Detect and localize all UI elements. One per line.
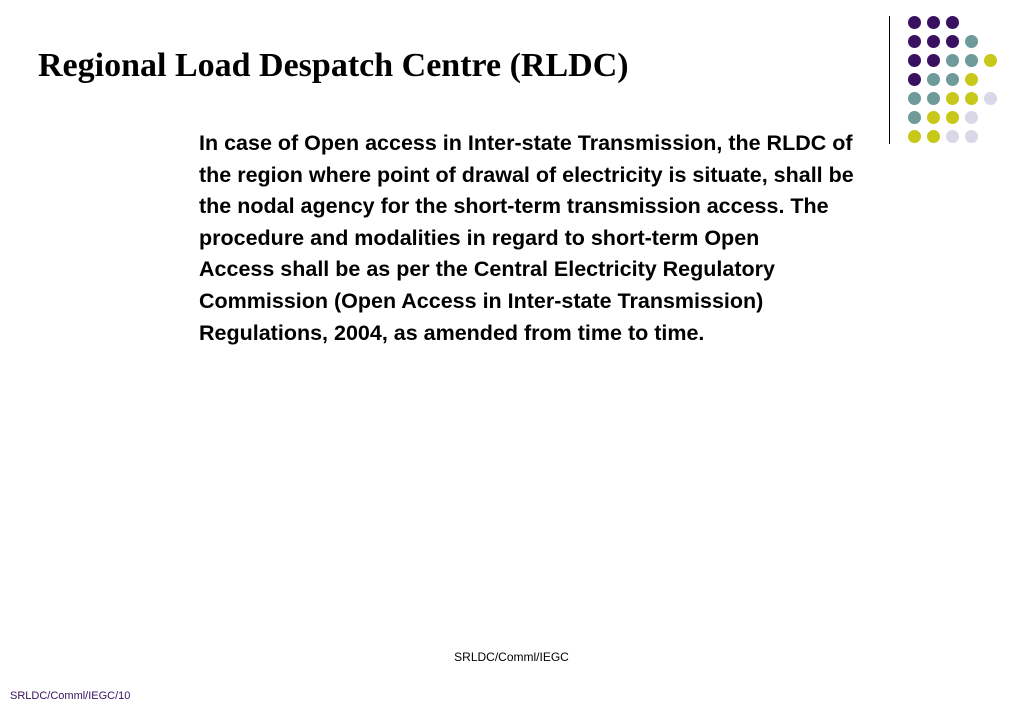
decorative-dot xyxy=(927,73,940,86)
decorative-dot xyxy=(946,92,959,105)
decorative-dot xyxy=(908,54,921,67)
decorative-dot xyxy=(946,35,959,48)
decorative-dot xyxy=(908,111,921,124)
decorative-dot xyxy=(965,35,978,48)
decorative-dot xyxy=(965,73,978,86)
divider-line xyxy=(889,16,890,144)
decorative-dot xyxy=(946,16,959,29)
body-line: In case of Open access in Inter-state Transmission, the RLDC of xyxy=(199,131,853,155)
decorative-dot xyxy=(927,54,940,67)
decorative-dot xyxy=(946,73,959,86)
body-line: procedure and modalities in regard to short-term Open xyxy=(199,225,760,250)
decorative-dot xyxy=(984,92,997,105)
footer-slide-number: SRLDC/Comml/IEGC/10 xyxy=(10,690,131,702)
decorative-dot xyxy=(908,92,921,105)
decorative-dot xyxy=(965,54,978,67)
decorative-dot xyxy=(965,92,978,105)
decorative-dot xyxy=(946,54,959,67)
body-line: Commission (Open Access in Inter-state Transmission) xyxy=(199,288,764,313)
decorative-dot xyxy=(927,16,940,29)
decorative-dot xyxy=(908,16,921,29)
decorative-dot xyxy=(984,54,997,67)
body-line: Regulations, 2004, as amended from time to time. xyxy=(199,320,705,345)
decorative-dot xyxy=(927,92,940,105)
decorative-dot-grid xyxy=(908,12,1008,142)
decorative-dot xyxy=(927,111,940,124)
body-line: the region where point of drawal of electricity is situate, shall be xyxy=(199,162,854,187)
body-line: the nodal agency for the short-term transmission access. The xyxy=(199,194,829,219)
slide-title: Regional Load Despatch Centre (RLDC) xyxy=(38,47,629,84)
decorative-dot xyxy=(908,35,921,48)
decorative-dot xyxy=(908,73,921,86)
decorative-dot xyxy=(965,111,978,124)
body-line: Access shall be as per the Central Electricity Regulatory xyxy=(199,257,775,282)
footer-center-text: SRLDC/Comml/IEGC xyxy=(454,650,569,664)
decorative-dot xyxy=(946,111,959,124)
decorative-dot xyxy=(927,35,940,48)
body-paragraph xyxy=(199,128,1009,349)
